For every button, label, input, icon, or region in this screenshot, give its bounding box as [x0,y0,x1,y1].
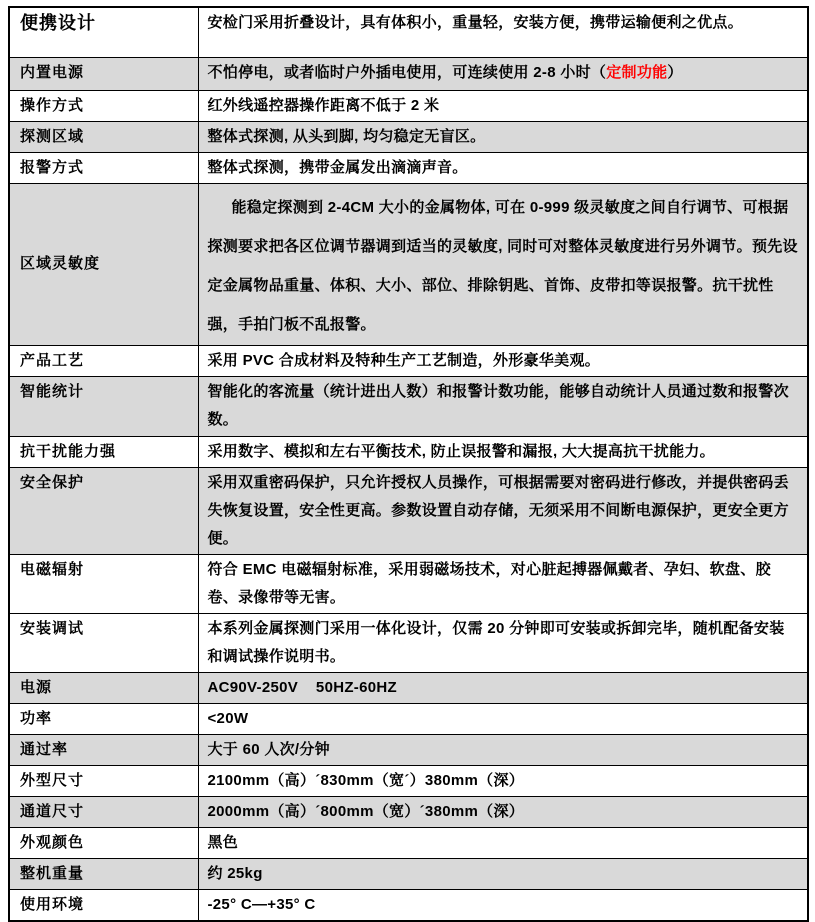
table-row [9,57,808,90]
spec-value [198,57,808,90]
spec-value: 智能化的客流量（统计进出人数）和报警计数功能，能够自动统计人员通过数和报警次数。 [198,376,808,436]
spec-value: 红外线遥控器操作距离不低于 2 米 [198,90,808,121]
spec-label: 安装调试 [9,613,198,672]
spec-value: 整体式探测, 从头到脚, 均匀稳定无盲区。 [198,121,808,152]
table-row [9,827,808,858]
spec-value: 2100mm（高）´830mm（宽´）380mm（深） [198,765,808,796]
spec-value: <20W [198,703,808,734]
spec-label: 抗干扰能力强 [9,436,198,467]
spec-label: 操作方式 [9,90,198,121]
table-row [9,613,808,672]
spec-table [8,6,809,922]
spec-label: 通道尺寸 [9,796,198,827]
spec-label: 外型尺寸 [9,765,198,796]
table-row [9,90,808,121]
spec-label: 功率 [9,703,198,734]
spec-value: 采用 PVC 合成材料及特种生产工艺制造，外形豪华美观。 [198,345,808,376]
spec-label: 探测区域 [9,121,198,152]
spec-label: 使用环境 [9,889,198,921]
table-row [9,183,808,345]
table-row [9,436,808,467]
table-row [9,345,808,376]
table-row [9,121,808,152]
spec-label: 电源 [9,672,198,703]
spec-label: 电磁辐射 [9,554,198,613]
table-row [9,672,808,703]
table-row [9,796,808,827]
spec-value: 约 25kg [198,858,808,889]
spec-label: 内置电源 [9,57,198,90]
spec-value: 采用双重密码保护，只允许授权人员操作，可根据需要对密码进行修改，并提供密码丢失恢复设置，安全性更高。参数设置自动存储，无须采用不间断电源保护，更安全更方便。 [198,467,808,554]
spec-label: 智能统计 [9,376,198,436]
table-row [9,765,808,796]
table-row [9,7,808,57]
spec-value: 2000mm（高）´800mm（宽）´380mm（深） [198,796,808,827]
spec-value: 大于 60 人次/分钟 [198,734,808,765]
spec-value: 本系列金属探测门采用一体化设计，仅需 20 分钟即可安装或拆卸完毕，随机配备安装和调试操作说明书。 [198,613,808,672]
spec-value: 整体式探测，携带金属发出滴滴声音。 [198,152,808,183]
table-row [9,554,808,613]
spec-label: 报警方式 [9,152,198,183]
spec-label: 便携设计 [9,7,198,57]
table-row [9,734,808,765]
spec-value-text: ） [667,63,683,81]
spec-table-body [9,7,808,921]
spec-label: 区域灵敏度 [9,183,198,345]
spec-value-highlight: 定制功能 [606,63,668,81]
table-row [9,858,808,889]
table-row [9,889,808,921]
spec-value: -25° C—+35° C [198,889,808,921]
spec-value: 安检门采用折叠设计，具有体积小，重量轻，安装方便，携带运输便利之优点。 [198,7,808,57]
spec-label: 外观颜色 [9,827,198,858]
table-row [9,703,808,734]
spec-value-text: 不怕停电，或者临时户外插电使用，可连续使用 2-8 小时（ [207,63,607,81]
spec-value: 能稳定探测到 2-4CM 大小的金属物体, 可在 0-999 级灵敏度之间自行调节、可根据探测要求把各区位调节器调到适当的灵敏度, 同时可对整体灵敏度进行另外调节。预先设定金属物品重量、体积、大小、部位、排除钥匙、首饰、皮带扣等误报警。抗干扰性强，手拍门板不乱报警。 [198,183,808,345]
spec-value: AC90V-250V 50HZ-60HZ [198,672,808,703]
table-row [9,376,808,436]
spec-label: 安全保护 [9,467,198,554]
spec-label: 整机重量 [9,858,198,889]
spec-label: 产品工艺 [9,345,198,376]
table-row [9,467,808,554]
spec-value: 采用数字、模拟和左右平衡技术, 防止误报警和漏报, 大大提高抗干扰能力。 [198,436,808,467]
spec-label: 通过率 [9,734,198,765]
spec-value: 黑色 [198,827,808,858]
table-row [9,152,808,183]
spec-value: 符合 EMC 电磁辐射标准，采用弱磁场技术，对心脏起搏器佩戴者、孕妇、软盘、胶卷、录像带等无害。 [198,554,808,613]
